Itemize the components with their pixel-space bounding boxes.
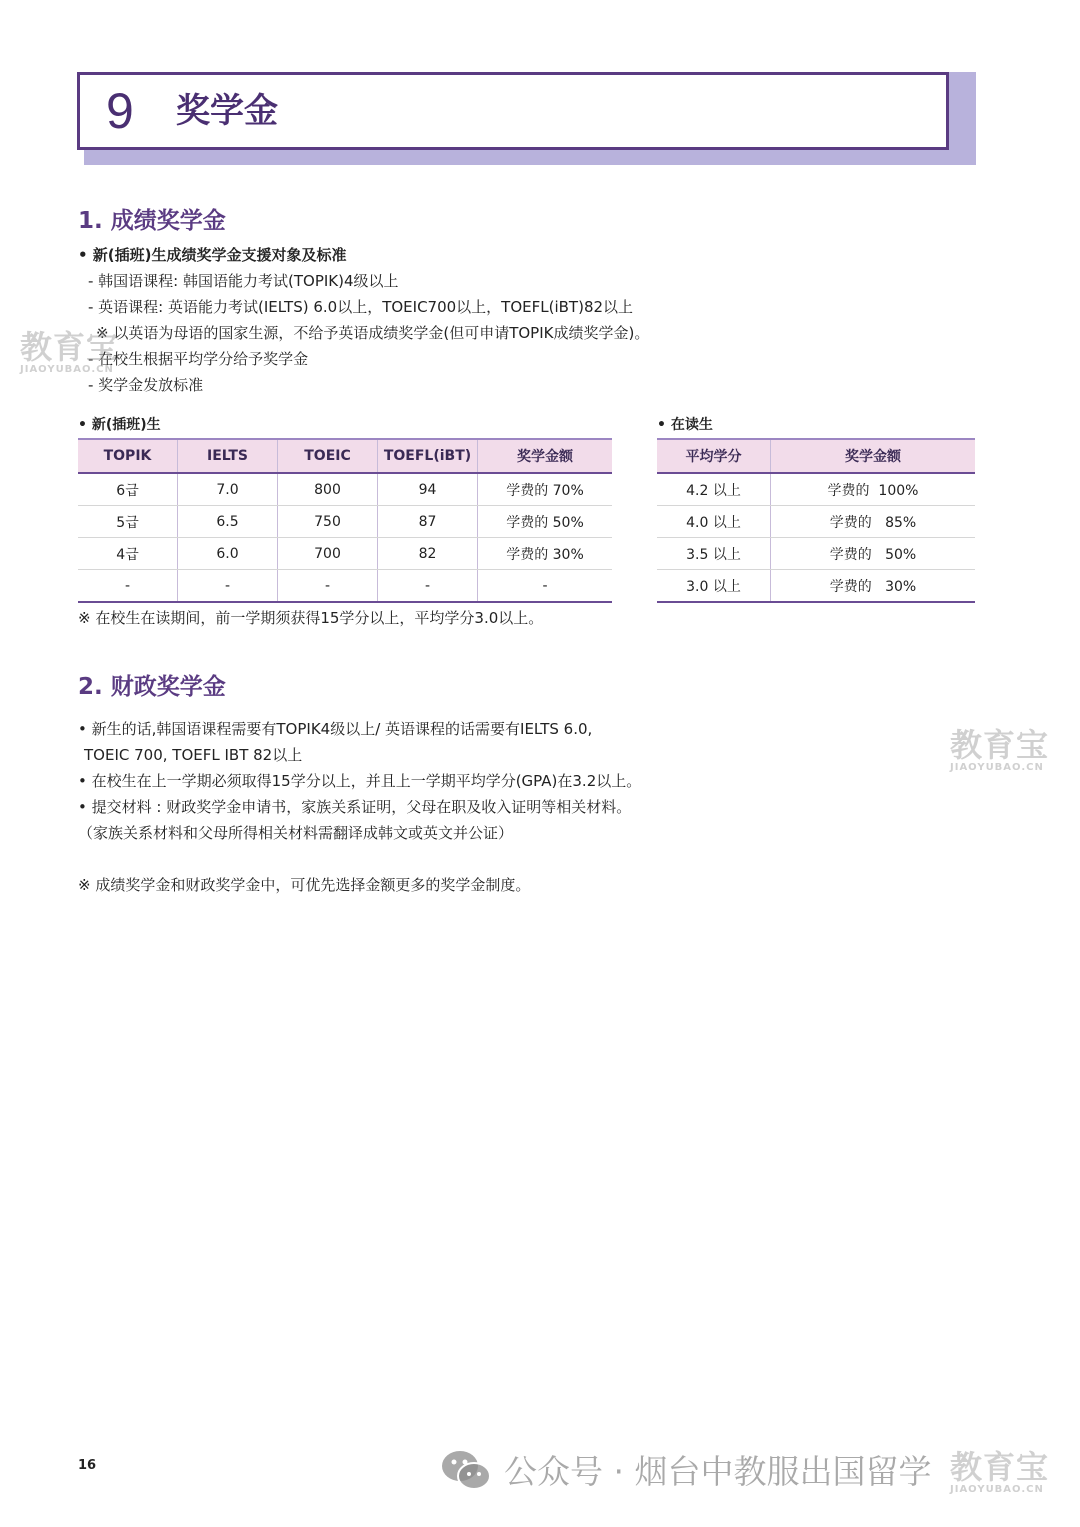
table-cell: 6.0 — [178, 538, 278, 570]
table-row — [78, 506, 612, 538]
watermark-sub: JIAOYUBAO.CN — [950, 1484, 1044, 1495]
section-2-line: （家族关系材料和父母所得相关材料需翻译成韩文或英文并公证） — [78, 824, 514, 842]
table-cell: 学费的 50% — [771, 538, 976, 570]
table-cell: - — [178, 570, 278, 603]
table-cell: - — [378, 570, 478, 603]
footer-watermark-text: 公众号 · 烟台中教服出国留学 — [504, 1452, 932, 1491]
watermark-right — [950, 728, 1049, 774]
section-1-line: • 新(插班)生成绩奖学金支援对象及标准 — [78, 246, 347, 264]
table-cell: 学费的 100% — [771, 473, 976, 506]
table-header-cell: TOEIC — [278, 439, 378, 473]
table-cell: 700 — [278, 538, 378, 570]
table-cell: 5급 — [78, 506, 178, 538]
table-cell: - — [478, 570, 613, 603]
table-header-row — [78, 439, 612, 473]
table-cell: 6급 — [78, 473, 178, 506]
table-cell: 4급 — [78, 538, 178, 570]
section-1-line: - 韩国语课程: 韩国语能力考试(TOPIK)4级以上 — [88, 272, 399, 290]
watermark-sub: JIAOYUBAO.CN — [950, 762, 1044, 773]
table-new-students — [78, 438, 612, 603]
note-2: ※ 成绩奖学金和财政奖学金中，可优先选择金额更多的奖学金制度。 — [78, 876, 531, 894]
table-cell: 学费的 30% — [771, 570, 976, 603]
table-header-row — [657, 439, 975, 473]
table-header-cell: 奖学金额 — [478, 439, 613, 473]
table-cell: 6.5 — [178, 506, 278, 538]
watermark-text: 教育宝 — [950, 1448, 1050, 1486]
table-header-cell: 平均学分 — [657, 439, 771, 473]
section-2-line: • 新生的话,韩国语课程需要有TOPIK4级以上/ 英语课程的话需要有IELTS 6.0, — [78, 720, 593, 738]
table-row — [657, 570, 975, 603]
chapter-header — [77, 72, 949, 150]
watermark-text: 教育宝 — [950, 726, 1050, 764]
table-cell: 学费的 50% — [478, 506, 613, 538]
section-1-line: ※ 以英语为母语的国家生源，不给予英语成绩奖学金(但可申请TOPIK成绩奖学金)。 — [96, 324, 650, 342]
table-row — [657, 473, 975, 506]
section-1-title: 1. 成绩奖学金 — [78, 208, 226, 234]
section-1-line: - 英语课程: 英语能力考试(IELTS) 6.0以上，TOEIC700以上，TOEFL(iBT)82以上 — [88, 298, 634, 316]
section-2-title: 2. 财政奖学金 — [78, 674, 226, 700]
table-header-cell: IELTS — [178, 439, 278, 473]
table-cell: 87 — [378, 506, 478, 538]
table-cell: 82 — [378, 538, 478, 570]
table-header-cell: TOEFL(iBT) — [378, 439, 478, 473]
table-cell: - — [78, 570, 178, 603]
table-row — [657, 506, 975, 538]
note-1: ※ 在校生在读期间，前一学期须获得15学分以上，平均学分3.0以上。 — [78, 609, 544, 627]
page-number: 16 — [78, 1458, 97, 1473]
table-current-students — [657, 438, 975, 603]
watermark-left — [20, 330, 119, 376]
table-cell: - — [278, 570, 378, 603]
table-cell: 7.0 — [178, 473, 278, 506]
section-2-line: • 在校生在上一学期必须取得15学分以上，并且上一学期平均学分(GPA)在3.2以上。 — [78, 772, 642, 790]
table-cell: 94 — [378, 473, 478, 506]
table-row — [78, 473, 612, 506]
table-cell: 4.2 以上 — [657, 473, 771, 506]
table-cell: 学费的 30% — [478, 538, 613, 570]
table-row — [78, 538, 612, 570]
watermark-bottom — [950, 1450, 1049, 1496]
table-new-label: • 新(插班)生 — [78, 417, 161, 433]
table-cell: 800 — [278, 473, 378, 506]
chapter-box-side — [948, 72, 976, 165]
section-1-line: - 在校生根据平均学分给予奖学金 — [88, 350, 309, 368]
wechat-icon — [440, 1448, 492, 1492]
table-cell: 750 — [278, 506, 378, 538]
section-2-line: • 提交材料 : 财政奖学金申请书，家族关系证明，父母在职及收入证明等相关材料。 — [78, 798, 632, 816]
watermark-text: 教育宝 — [20, 328, 120, 366]
table-header-cell: TOPIK — [78, 439, 178, 473]
section-2-line: TOEIC 700, TOEFL IBT 82以上 — [84, 746, 303, 764]
table-cell: 学费的 85% — [771, 506, 976, 538]
section-1-line: - 奖学金发放标准 — [88, 376, 204, 394]
table-cell: 学费的 70% — [478, 473, 613, 506]
table-cell: 4.0 以上 — [657, 506, 771, 538]
table-row — [78, 570, 612, 603]
chapter-title: 奖学金 — [176, 91, 278, 131]
chapter-number: 9 — [106, 83, 134, 139]
table-cell: 3.5 以上 — [657, 538, 771, 570]
watermark-sub: JIAOYUBAO.CN — [20, 364, 114, 375]
table-header-cell: 奖学金额 — [771, 439, 976, 473]
table-cell: 3.0 以上 — [657, 570, 771, 603]
table-row — [657, 538, 975, 570]
table-current-label: • 在读生 — [657, 417, 713, 433]
footer-watermark — [440, 1446, 931, 1493]
